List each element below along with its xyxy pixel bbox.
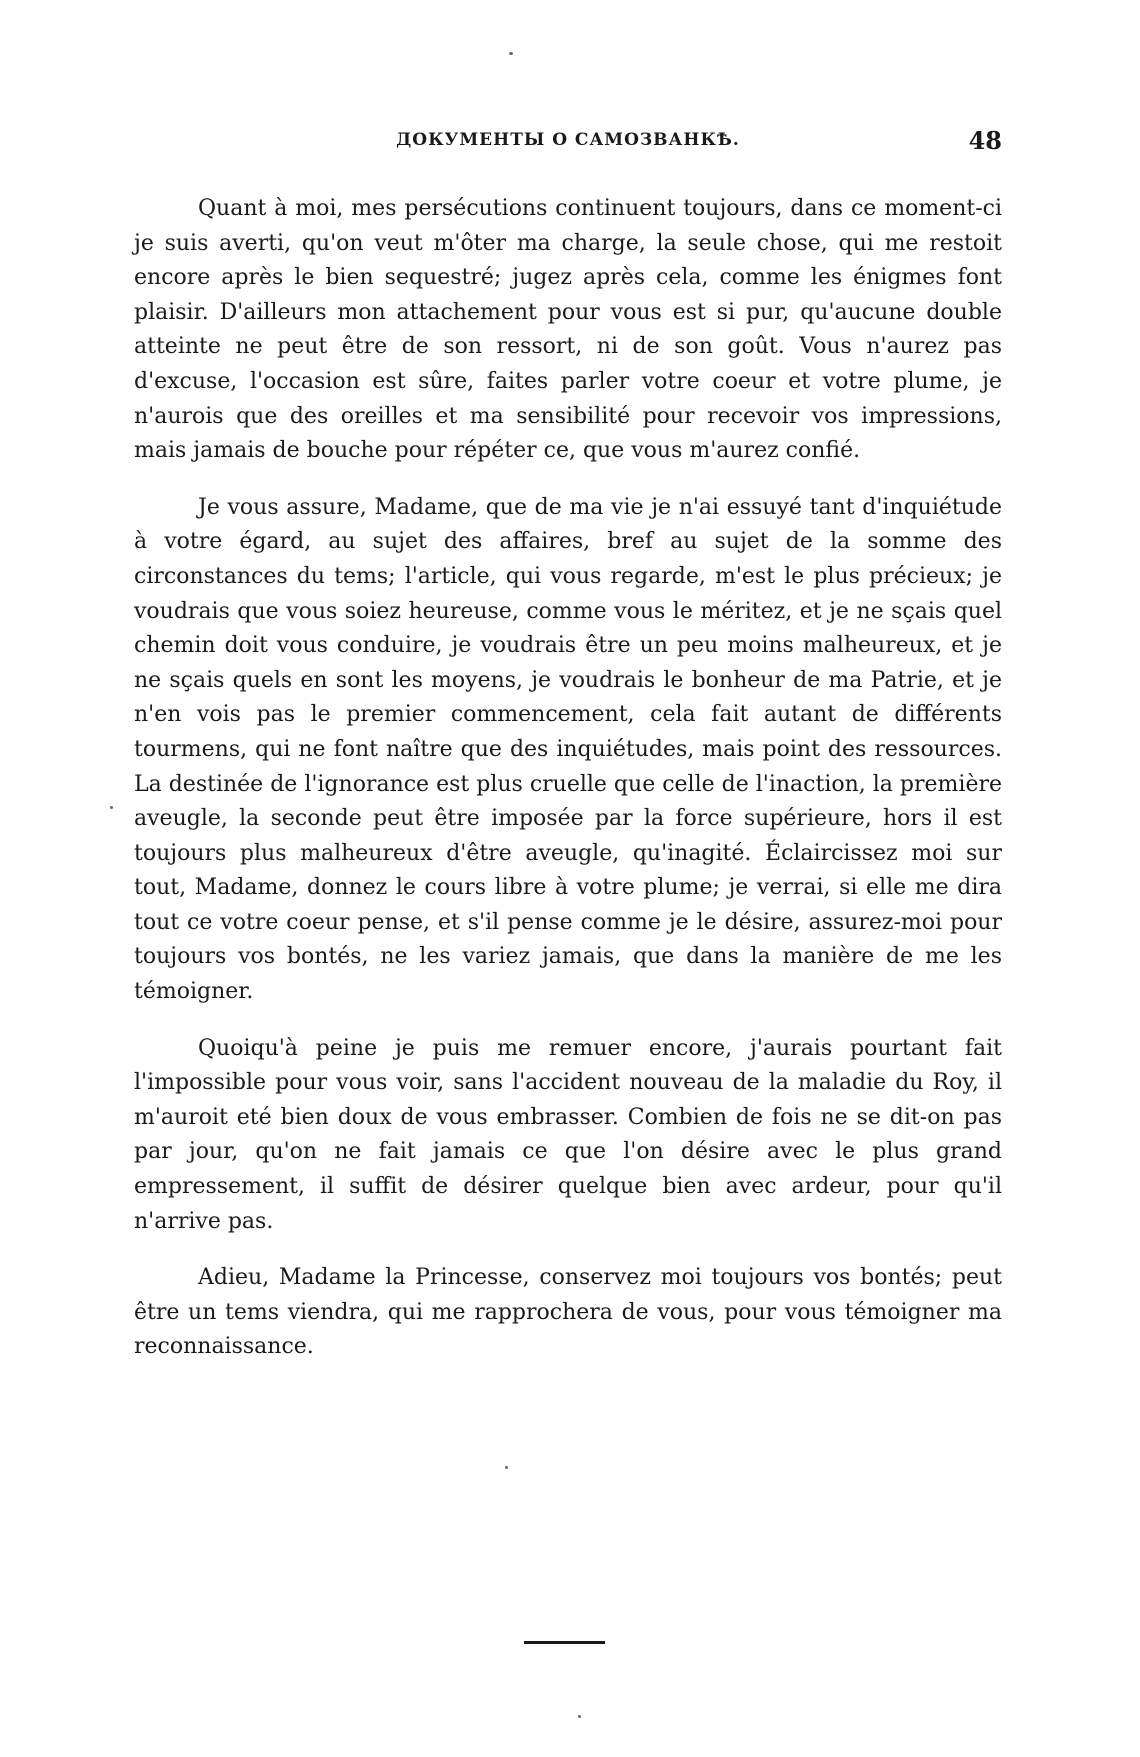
running-head: ДОКУМЕНТЫ О САМОЗВАНКѢ.: [396, 130, 740, 150]
paragraph-1: Quant à moi, mes persécutions continuent toujours, dans ce moment-ci je suis averti, qu'on veut m'ôter ma charge, la seule chose, qui me restoit encore après le bien sequestré; jugez après cela, comme les énigmes font plaisir. D'ailleurs mon attachement pour vous est si pur, qu'aucune double atteinte ne peut être de son ressort, ni de son goût. Vous n'aurez pas d'excuse, l'occasion est sûre, faites parler votre coeur et votre plume, je n'aurois que des oreilles et ma sensibilité pour recevoir vos impressions, mais jamais de bouche pour répéter ce, que vous m'aurez confié.: [134, 196, 1002, 464]
paragraph-3: Quoiqu'à peine je puis me remuer encore, j'aurais pourtant fait l'impossible pour vous voir, sans l'accident nouveau de la maladie du Roy, il m'auroit eté bien doux de vous embrasser. Combien de fois ne se dit-on pas par jour, qu'on ne fait jamais ce que l'on désire avec le plus grand empressement, il suffit de désirer quelque bien avec ardeur, pour qu'il n'arrive pas.: [134, 1035, 1002, 1234]
paragraph-4: Adieu, Madame la Princesse, conservez moi toujours vos bontés; peut être un tems viendra, qui me rapprochera de vous, pour vous témoigner ma reconnaissance.: [134, 1265, 1002, 1360]
paper-speck: [509, 52, 513, 55]
paper-speck: [110, 806, 113, 809]
page-header: [134, 126, 1002, 156]
paragraph-2: Je vous assure, Madame, que de ma vie je n'ai essuyé tant d'inquiétude à votre égard, au sujet des affaires, bref au sujet de la somme des circonstances du tems; l'article, qui vous regarde, m'est le plus précieux; je voudrais que vous soiez heureuse, comme vous le méritez, et je ne sçais quel chemin doit vous conduire, je voudrais être un peu moins malheureux, et je ne sçais quels en sont les moyens, je voudrais le bonheur de ma Patrie, et je n'en vois pas le premier commencement, cela fait autant de différents tourmens, qui ne font naître que des inquiétudes, mais point des ressources. La destinée de l'ignorance est plus cruelle que celle de l'inaction, la première aveugle, la seconde peut être imposée par la force supérieure, hors il est toujours plus malheureux d'être aveugle, qu'inagité. Éclaircissez moi sur tout, Madame, donnez le cours libre à votre plume; je verrai, si elle me dira tout ce votre coeur pense, et s'il pense comme je le désire, assurez-moi pour toujours vos bontés, ne les variez jamais, que dans la manière de me les témoigner.: [134, 494, 1002, 1005]
letter-body: [134, 192, 1002, 1387]
page-number: 48: [968, 126, 1002, 155]
paper-speck: [578, 1715, 581, 1718]
closing-rule: [524, 1641, 605, 1644]
paper-speck: [505, 1466, 508, 1469]
